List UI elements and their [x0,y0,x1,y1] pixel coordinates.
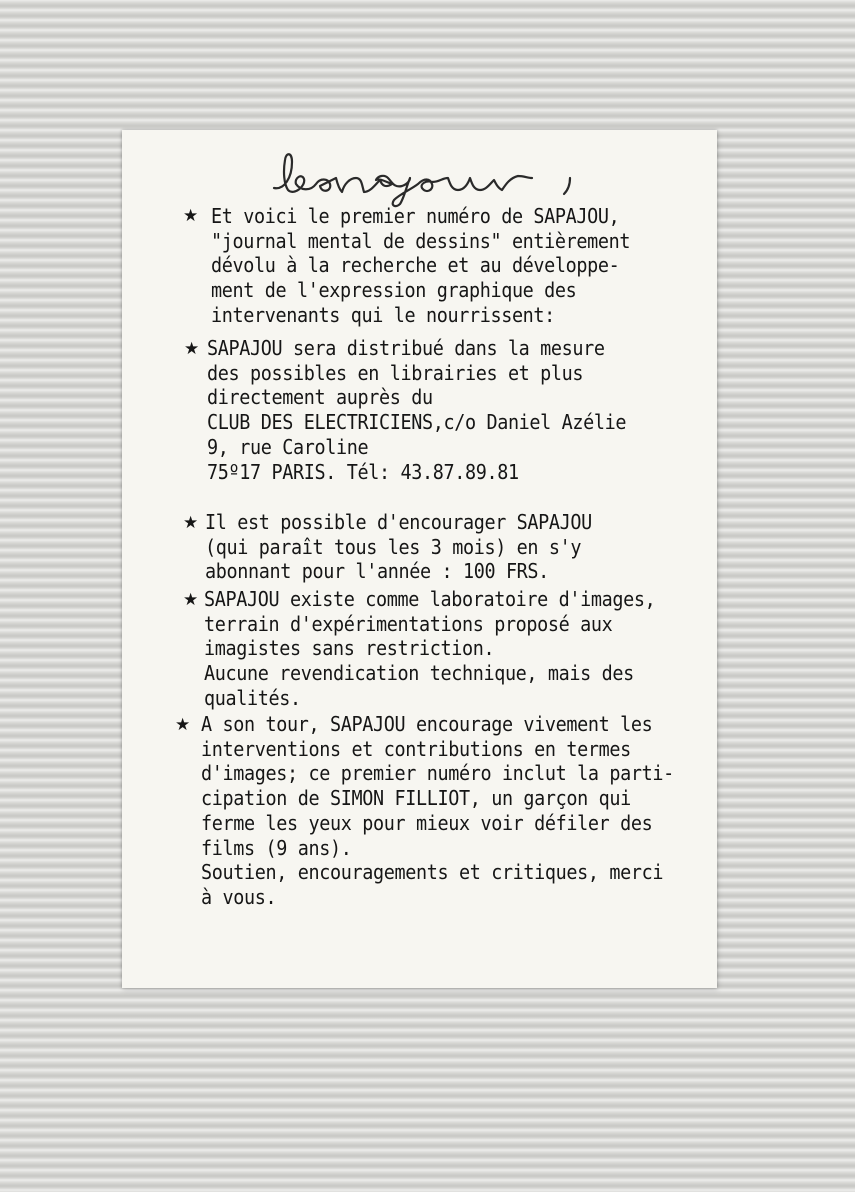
bullet-star-icon: ★ [183,590,199,610]
text-line: A son tour, SAPAJOU encourage vivement les [201,712,653,736]
text-line: d'images; ce premier numéro inclut la parti- [201,761,674,786]
text-line: qualités. [204,685,301,710]
bullet-star-icon: ★ [175,715,191,735]
text-line: 75º17 PARIS. Tél: 43.87.89.81 [207,459,519,484]
text-line: intervenants qui le nourrissent: [211,302,555,327]
subscription-paragraph [205,510,592,584]
text-line: Et voici le premier numéro de SAPAJOU, [211,204,620,228]
text-line: cipation de SIMON FILLIOT, un garçon qui [201,786,631,811]
laboratory-paragraph [204,587,655,711]
text-line: 9, rue Caroline [207,434,369,459]
handwritten-greeting [270,148,590,208]
text-line: Il est possible d'encourager SAPAJOU [205,510,592,534]
text-line: "journal mental de dessins" entièrement [211,228,631,253]
text-line: (qui paraît tous les 3 mois) en s'y [205,534,582,559]
text-line: directement auprès du [207,385,433,410]
text-line: imagistes sans restriction. [204,636,495,661]
text-line: films (9 ans). [201,835,352,860]
text-line: ferme les yeux pour mieux voir défiler des [201,810,653,835]
text-line: CLUB DES ELECTRICIENS,c/o Daniel Azélie [207,410,627,435]
text-line: des possibles en librairies et plus [207,360,584,385]
text-line: SAPAJOU sera distribué dans la mesure [207,336,605,360]
text-line: ment de l'expression graphique des [211,278,577,303]
text-line: terrain d'expérimentations proposé aux [204,611,613,636]
text-line: abonnant pour l'année : 100 FRS. [205,559,549,584]
text-line: dévolu à la recherche et au développe- [211,253,620,278]
text-line: Aucune revendication technique, mais des [204,661,634,686]
text-line: interventions et contributions en termes [201,736,631,761]
bullet-star-icon: ★ [183,206,199,226]
bullet-star-icon: ★ [184,339,200,359]
bullet-star-icon: ★ [183,513,199,533]
text-line: à vous. [201,884,277,909]
intro-paragraph [211,204,630,328]
text-line: SAPAJOU existe comme laboratoire d'images, [204,587,656,611]
contributions-paragraph [201,712,674,910]
text-line: Soutien, encouragements et critiques, merci [201,860,664,885]
distribution-paragraph [207,336,626,484]
